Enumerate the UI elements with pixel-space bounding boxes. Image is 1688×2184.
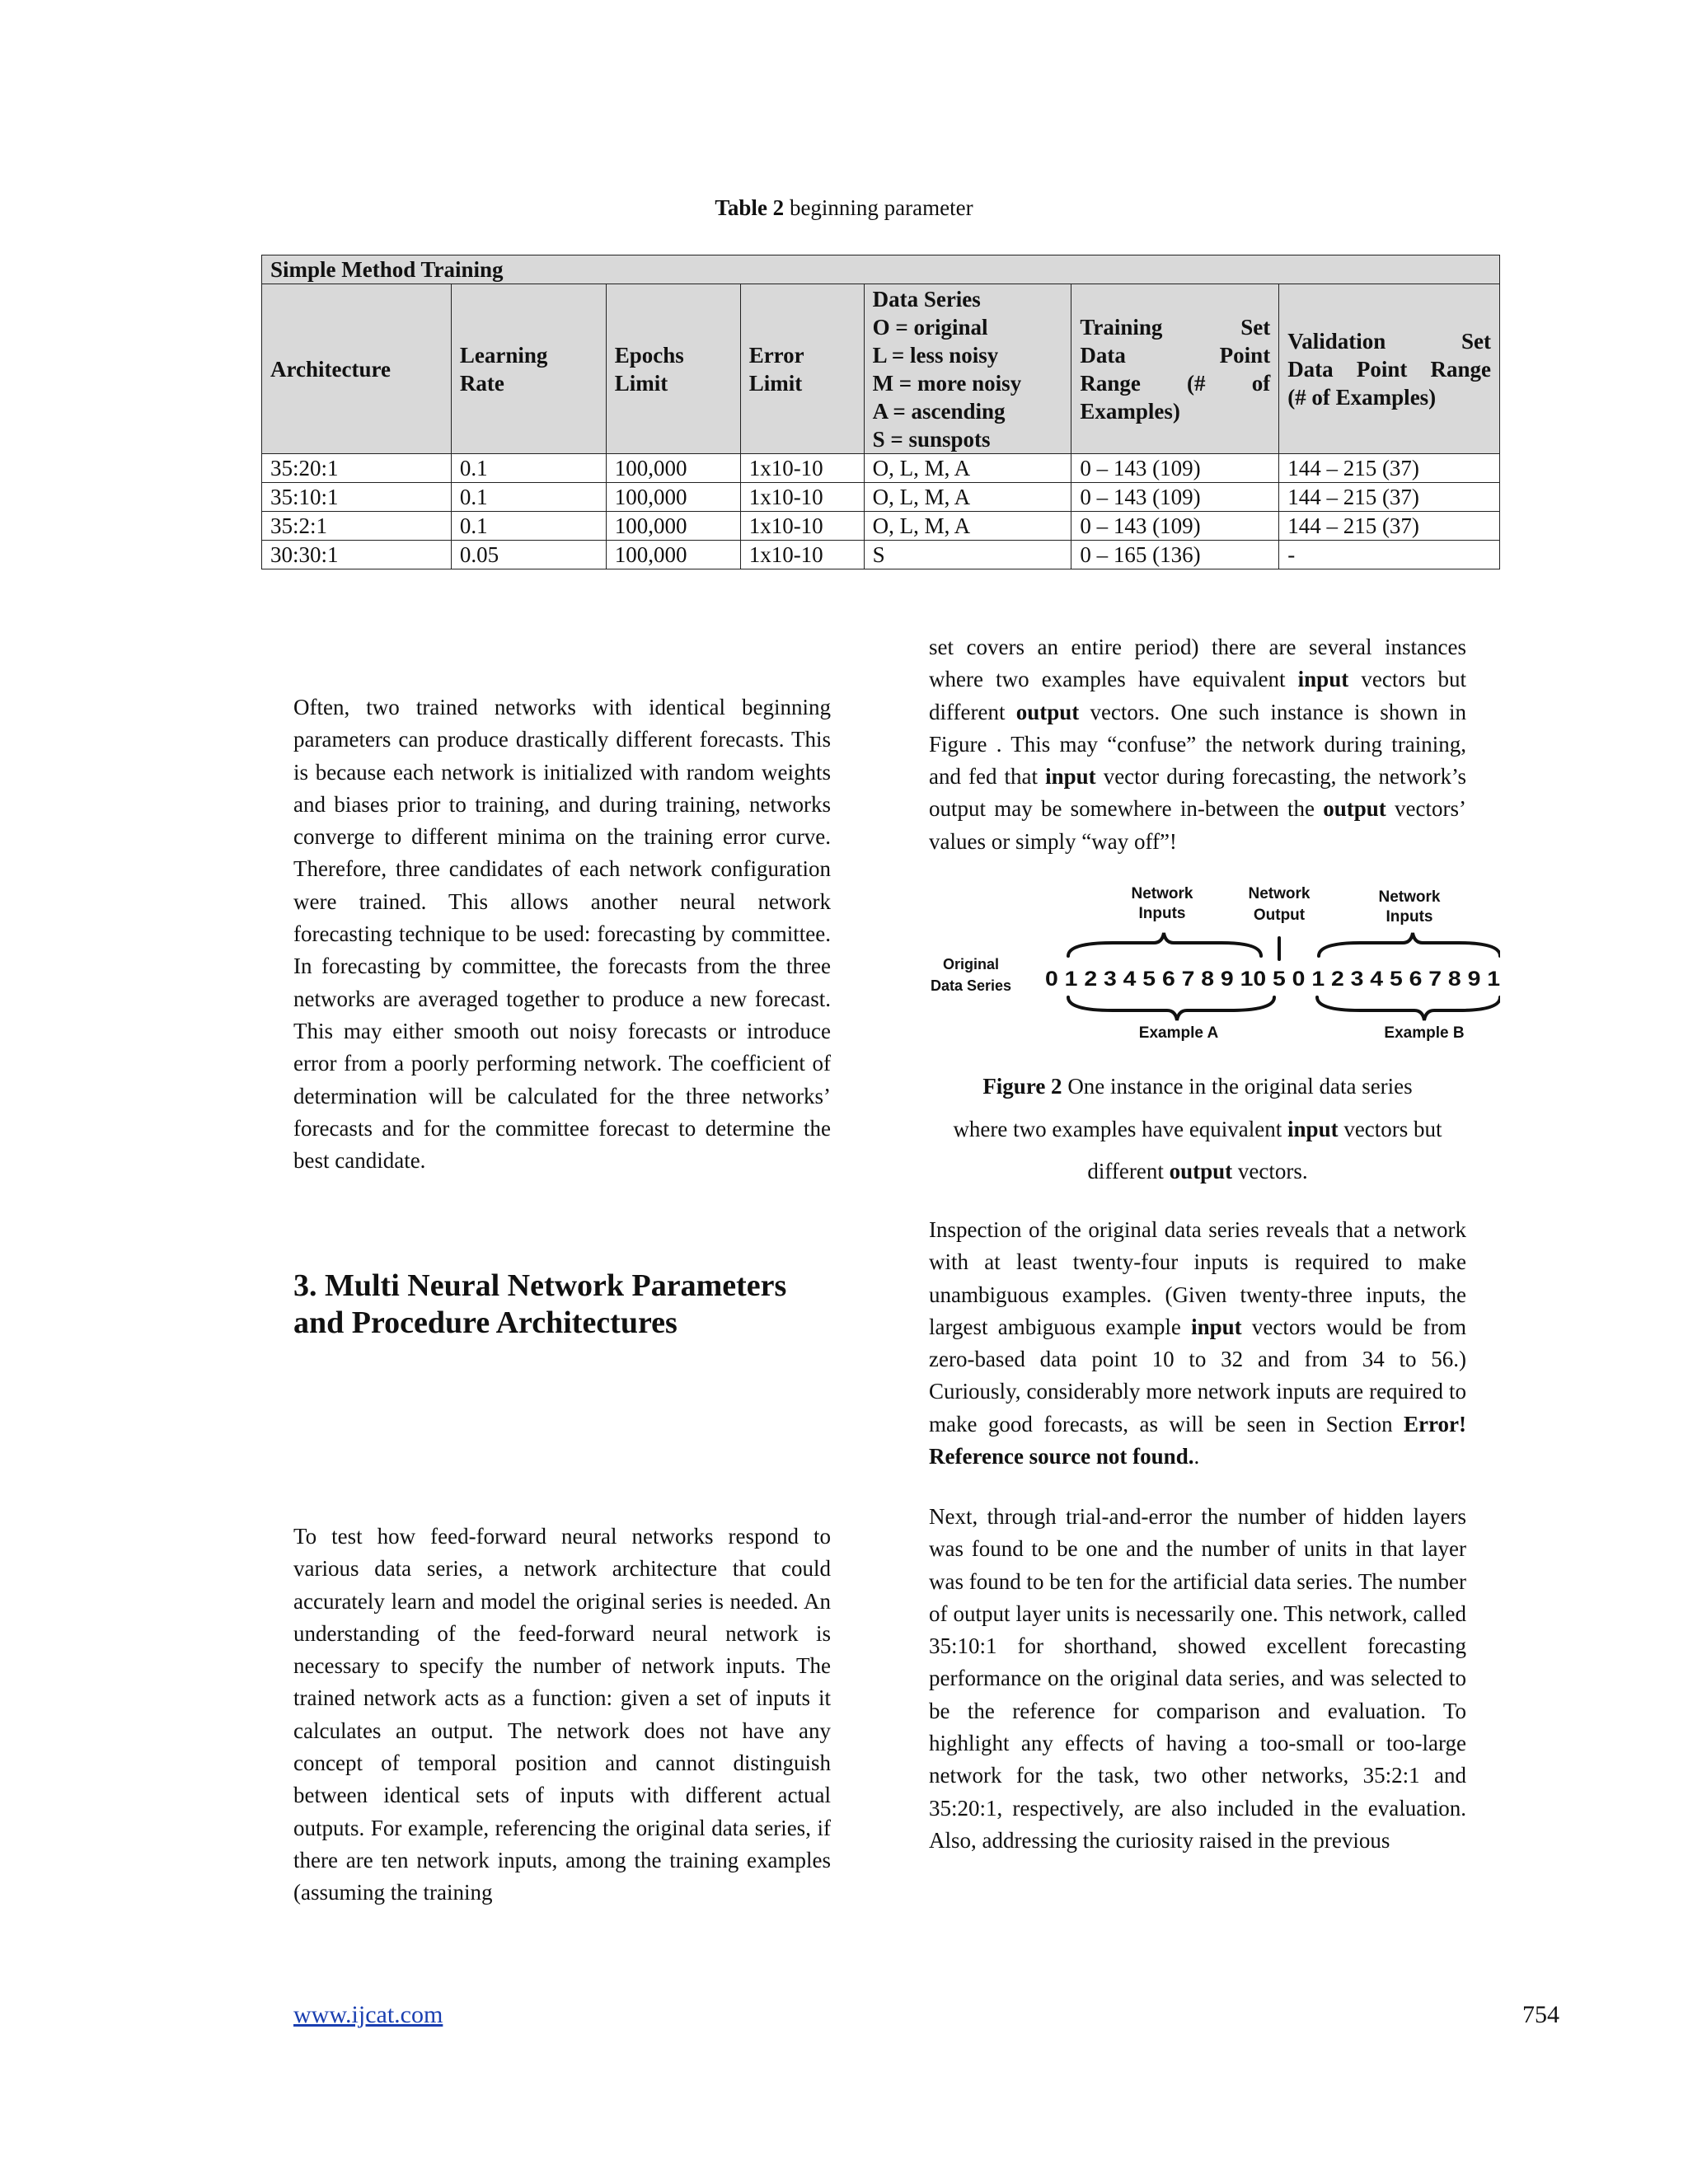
right-paragraph-2-text <box>929 1214 1466 1473</box>
table-cell: 0 – 143 (109) <box>1071 454 1279 483</box>
header-validation-range-line: Validation Set <box>1287 328 1491 354</box>
text-run: One instance in the original data series <box>1062 1074 1413 1099</box>
header-validation-range <box>1279 284 1500 454</box>
right-paragraph-1 <box>929 631 1466 858</box>
right-paragraph-1-text <box>929 631 1466 858</box>
label-network-inputs-2: Network <box>1378 888 1441 906</box>
table-row <box>262 454 1500 483</box>
header-epochs-limit <box>606 284 740 454</box>
text-run: vectors. One such instance is shown in Figure . This may “confuse” the network during training, and fed that <box>929 699 1466 790</box>
table-caption-text: beginning parameter <box>784 195 973 220</box>
table-header-row <box>262 284 1500 454</box>
text-run: vectors. <box>1232 1159 1308 1183</box>
brace-network-inputs-2 <box>1319 933 1500 956</box>
header-error-limit <box>740 284 864 454</box>
figure-caption-label: Figure 2 <box>982 1074 1062 1099</box>
header-error-limit-line: Error <box>748 342 804 368</box>
table-cell: 1x10-10 <box>740 483 864 512</box>
table-cell: 30:30:1 <box>262 541 452 569</box>
data-series-numbers: 0 1 2 3 4 5 6 7 8 9 10 5 0 1 2 3 4 5 6 7 8 9 1 <box>1045 968 1500 991</box>
table-cell: 1x10-10 <box>740 454 864 483</box>
table-group-row <box>262 255 1500 284</box>
header-learning-rate-line: Rate <box>459 370 504 396</box>
brace-example-a <box>1068 997 1274 1020</box>
label-network-inputs-1: Inputs <box>1138 905 1186 922</box>
text-run: vectors would be from zero-based data point 10 to 32 and from 34 to 56.) Curiously, considerably more network inputs are required to make good forecasts, as will be seen in Section <box>929 1314 1466 1436</box>
table-caption-label: Table 2 <box>715 195 785 220</box>
header-learning-rate <box>451 284 606 454</box>
table-cell: 100,000 <box>606 512 740 541</box>
label-network-output: Network <box>1248 885 1311 902</box>
figure-caption-line-1 <box>929 1074 1466 1099</box>
label-original: Original <box>942 956 1000 972</box>
text-run: Inspection of the original data series reveals that a network with at least twenty-four inputs is required to make unambiguous examples. (Given twenty-three inputs, the largest ambiguous example <box>929 1217 1466 1339</box>
table-cell: 100,000 <box>606 483 740 512</box>
table-group-header: Simple Method Training <box>262 255 1500 284</box>
header-data-series-line: A = ascending <box>872 398 1006 424</box>
text-run: vectors but <box>1338 1117 1442 1141</box>
table-cell: 1x10-10 <box>740 512 864 541</box>
header-training-range-line: Range (# of <box>1080 370 1271 396</box>
section-heading <box>293 1268 854 1342</box>
label-network-inputs-1: Network <box>1131 885 1193 902</box>
bold-term: output <box>1015 699 1080 724</box>
figure-2-svg <box>923 880 1500 1062</box>
reference-error: Error! Reference source not found. <box>929 1411 1466 1469</box>
text-run: vectors but different <box>929 667 1466 724</box>
table-row <box>262 483 1500 512</box>
table-cell: 0 – 165 (136) <box>1071 541 1279 569</box>
header-data-series-line: O = original <box>872 314 988 340</box>
header-architecture: Architecture <box>262 284 452 454</box>
header-training-range-line: Data Point <box>1080 342 1271 368</box>
brace-example-b <box>1317 997 1500 1020</box>
header-data-series-line: Data Series <box>872 286 981 312</box>
table-cell: 1x10-10 <box>740 541 864 569</box>
table-cell: 0.1 <box>451 454 606 483</box>
bold-term: output <box>1169 1159 1233 1183</box>
table-caption <box>0 195 1688 221</box>
table-cell: 0 – 143 (109) <box>1071 483 1279 512</box>
bold-term: input <box>1045 764 1096 790</box>
table-cell: O, L, M, A <box>864 454 1071 483</box>
label-example-a: Example A <box>1138 1024 1219 1042</box>
table-cell: 0 – 143 (109) <box>1071 512 1279 541</box>
label-example-b: Example B <box>1384 1024 1465 1042</box>
table-cell: 0.1 <box>451 483 606 512</box>
table-cell: 144 – 215 (37) <box>1279 512 1500 541</box>
right-paragraph-3 <box>929 1501 1466 1857</box>
footer-link[interactable]: www.ijcat.com <box>293 2001 443 2028</box>
table-cell: 0.1 <box>451 512 606 541</box>
bold-term: input <box>1191 1314 1242 1339</box>
header-error-limit-line: Limit <box>748 370 803 396</box>
header-epochs-limit-line: Limit <box>614 370 668 396</box>
header-data-series <box>864 284 1071 454</box>
bold-term: output <box>1323 796 1386 822</box>
parameter-table <box>261 255 1500 569</box>
page-number: 754 <box>1522 2001 1559 2028</box>
left-paragraph-2-text: To test how feed-forward neural networks respond to various data series, a network architecture that could accurately learn and model the original series is needed. An understanding of the feed-forward neural network is necessary to specify the number of network inputs. The trained network acts as a function: given a set of inputs it calculates an output. The network does not have any concept of temporal position and cannot distinguish between identical sets of inputs with different actual outputs. For example, referencing the original data series, if there are ten network inputs, among the training examples (assuming the training <box>293 1524 831 1905</box>
table-cell: - <box>1279 541 1500 569</box>
header-validation-range-line: (# of Examples) <box>1287 384 1437 410</box>
right-paragraph-2 <box>929 1214 1466 1473</box>
table-cell: 100,000 <box>606 541 740 569</box>
left-paragraph-1 <box>293 691 831 1177</box>
label-network-output: Output <box>1253 907 1306 924</box>
table-cell: 35:20:1 <box>262 454 452 483</box>
table-cell: 0.05 <box>451 541 606 569</box>
text-run: vector during forecasting, the network’s output may be somewhere in-between the <box>929 764 1466 822</box>
table-cell: 144 – 215 (37) <box>1279 454 1500 483</box>
figure-caption-line-3 <box>929 1159 1466 1184</box>
header-learning-rate-line: Learning <box>459 342 548 368</box>
section-heading-line: and Procedure Architectures <box>293 1305 678 1340</box>
section-heading-line: 3. Multi Neural Network Parameters <box>293 1268 787 1303</box>
figure-2-diagram <box>923 880 1500 1062</box>
table-cell: 100,000 <box>606 454 740 483</box>
left-paragraph-1-text: Often, two trained networks with identical beginning parameters can produce drastically different forecasts. This is because each network is initialized with random weights and biases prior to training, and during training, networks converge to different minima on the training error curve. Therefore, three candidates of each network configuration were trained. This allows another neural network forecasting technique to be used: forecasting by committee. In forecasting by committee, the forecasts from the three networks are averaged together to produce a new forecast. This may either smooth out noisy forecasts or introduce error from a poorly performing network. The coefficient of determination will be calculated for the three networks’ forecasts and for the committee forecast to determine the best candidate. <box>293 695 831 1174</box>
label-network-inputs-2: Inputs <box>1386 908 1433 926</box>
label-original: Data Series <box>930 977 1012 994</box>
header-data-series-line: S = sunspots <box>872 426 991 452</box>
table-cell: O, L, M, A <box>864 483 1071 512</box>
header-data-series-line: M = more noisy <box>872 370 1022 396</box>
header-training-range-line: Examples) <box>1080 398 1180 424</box>
bold-term: input <box>1297 667 1349 692</box>
table-row <box>262 541 1500 569</box>
header-epochs-limit-line: Epochs <box>614 342 684 368</box>
header-training-range <box>1071 284 1279 454</box>
brace-network-inputs-1 <box>1068 933 1261 956</box>
table-cell: 35:10:1 <box>262 483 452 512</box>
table-cell: 35:2:1 <box>262 512 452 541</box>
right-paragraph-3-text: Next, through trial-and-error the number of hidden layers was found to be one and the number of units in that layer was found to be ten for the artificial data series. The number of output layer units is necessarily one. This network, called 35:10:1 for shorthand, showed excellent forecasting performance on the original data series, and was selected to be the reference for comparison and evaluation. To highlight any effects of having a too-small or too-large network for the task, two other networks, 35:2:1 and 35:20:1, respectively, are also included in the evaluation. Also, addressing the curiosity raised in the previous <box>929 1504 1466 1853</box>
table-row <box>262 512 1500 541</box>
table-cell: O, L, M, A <box>864 512 1071 541</box>
text-run: vectors’ values or simply “way off”! <box>929 796 1466 854</box>
figure-caption-line-2 <box>929 1117 1466 1142</box>
header-validation-range-line: Data Point Range <box>1287 356 1491 382</box>
table-cell: S <box>864 541 1071 569</box>
text-run: . <box>1193 1444 1200 1469</box>
header-data-series-line: L = less noisy <box>872 342 999 368</box>
text-run: set covers an entire period) there are several instances where two examples have equivalent <box>929 635 1466 692</box>
header-training-range-line: Training Set <box>1080 314 1271 340</box>
left-paragraph-2 <box>293 1521 831 1910</box>
text-run: where two examples have equivalent <box>953 1117 1288 1141</box>
bold-term: input <box>1287 1117 1339 1141</box>
table-cell: 144 – 215 (37) <box>1279 483 1500 512</box>
text-run: different <box>1087 1159 1170 1183</box>
